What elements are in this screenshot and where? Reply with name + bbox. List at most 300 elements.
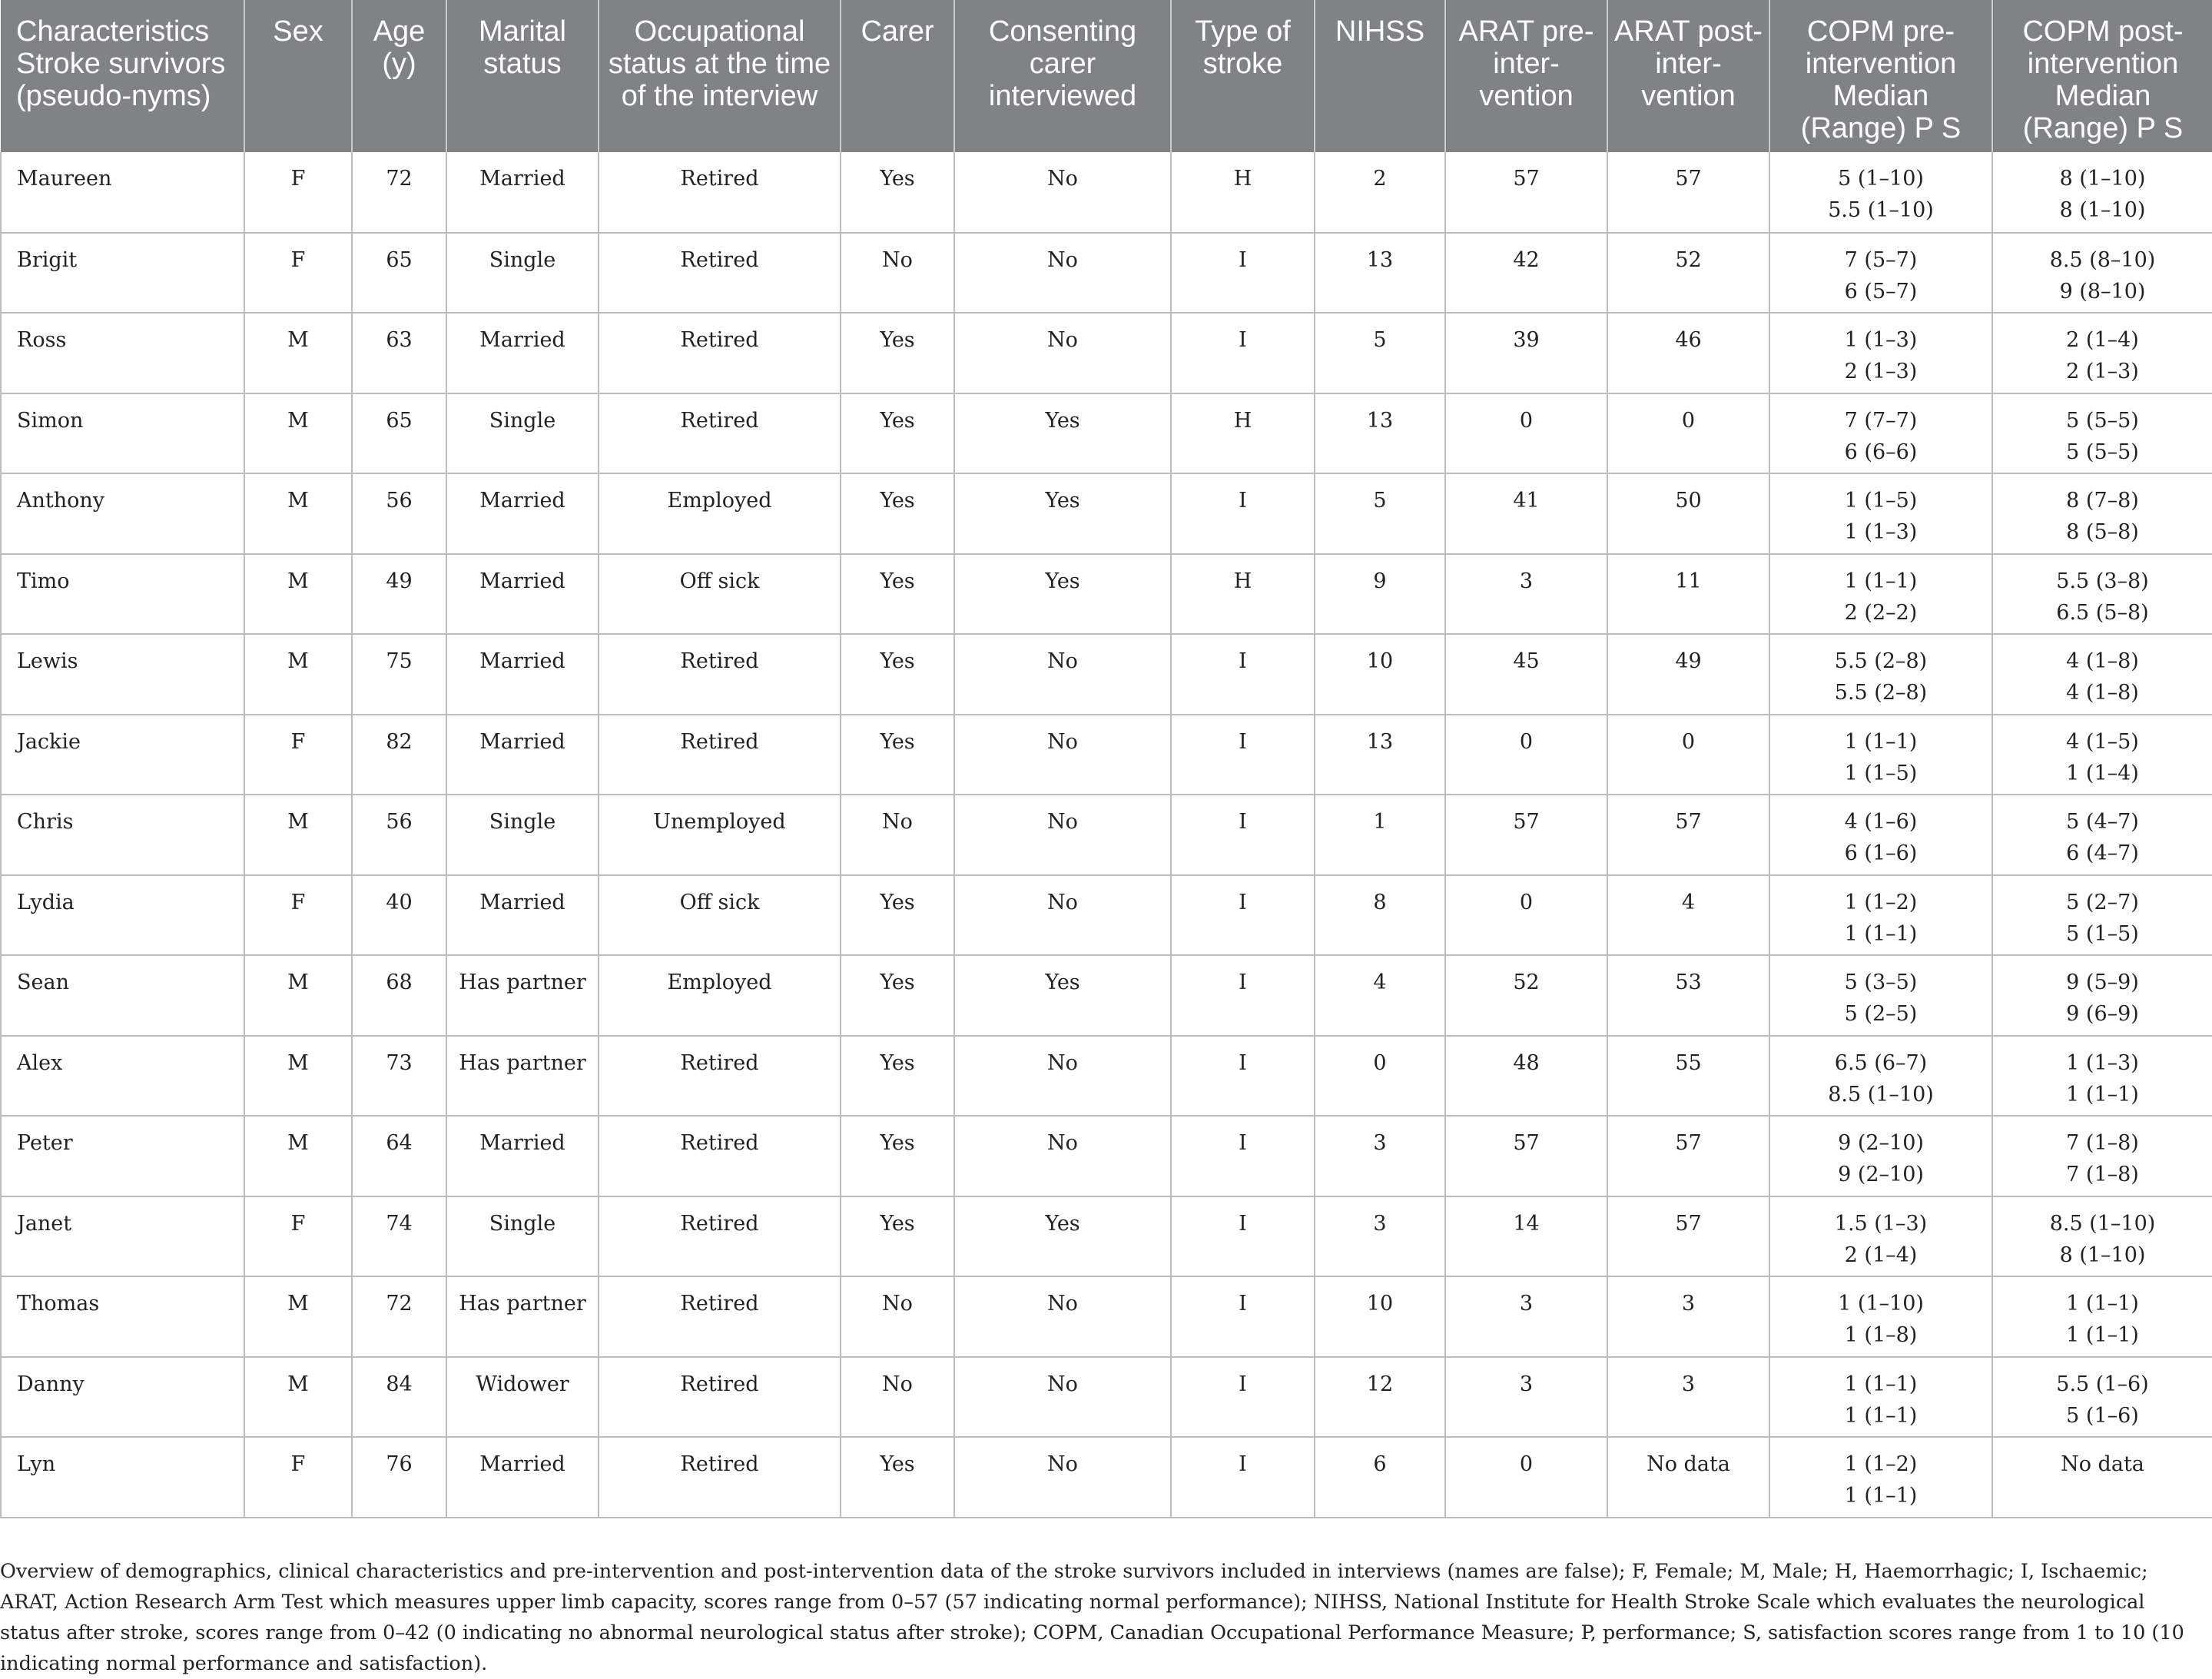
cell-copm-pre-performance: 7 (5–7): [1844, 247, 1918, 272]
cell-copm-pre-satisfaction: 2 (2–2): [1844, 600, 1918, 625]
cell-copm-post-performance: 8.5 (8–10): [2049, 247, 2156, 272]
cell-marital-status-value: Single: [489, 247, 556, 272]
cell-consenting-carer-value: No: [1047, 729, 1078, 754]
cell-arat-post-value: 3: [1681, 1372, 1696, 1396]
cell-nihss: [1315, 152, 1445, 233]
cell-sex: [244, 313, 352, 393]
cell-sex: [244, 1116, 352, 1196]
cell-nihss-value: 10: [1366, 1292, 1394, 1316]
cell-sex: [244, 875, 352, 956]
cell-name-value: Chris: [17, 810, 74, 834]
cell-copm-post-performance: No data: [2061, 1452, 2144, 1476]
cell-type-of-stroke-value: H: [1233, 569, 1252, 593]
cell-age-value: 68: [386, 971, 413, 994]
cell-arat-post-value: 57: [1675, 810, 1702, 834]
cell-type-of-stroke-value: I: [1239, 1452, 1247, 1476]
cell-arat-pre: [1445, 955, 1607, 1036]
cell-copm-post-performance: 2 (1–4): [2066, 328, 2139, 352]
cell-sex-value: M: [287, 408, 309, 433]
cell-sex: [244, 554, 352, 635]
table-row: [1, 1116, 2212, 1196]
cell-sex-value: F: [290, 729, 306, 754]
cell-nihss: [1315, 393, 1445, 474]
cell-copm-post: [1992, 715, 2212, 795]
cell-copm-post-performance: 8.5 (1–10): [2049, 1211, 2156, 1236]
cell-carer: [841, 634, 954, 715]
cell-arat-pre-value: 57: [1513, 810, 1540, 834]
cell-type-of-stroke: [1171, 1116, 1315, 1196]
cell-carer: [841, 1116, 954, 1196]
cell-carer: [841, 152, 954, 233]
cell-arat-pre: [1445, 1116, 1607, 1196]
cell-occupational-status: [599, 1036, 841, 1117]
cell-copm-pre: [1769, 1357, 1992, 1438]
cell-copm-pre-satisfaction: 2 (1–3): [1844, 360, 1918, 383]
cell-type-of-stroke-value: I: [1239, 1372, 1247, 1396]
cell-sex-value: M: [287, 328, 309, 352]
cell-arat-pre: [1445, 152, 1607, 233]
cell-arat-post: [1607, 1437, 1769, 1518]
cell-copm-post: [1992, 875, 2212, 956]
cell-marital-status-value: Married: [479, 167, 565, 191]
cell-arat-pre-value: 14: [1513, 1211, 1540, 1236]
cell-marital-status: [446, 1116, 599, 1196]
cell-type-of-stroke: [1171, 1437, 1315, 1518]
cell-carer-value: Yes: [880, 1211, 915, 1236]
cell-copm-post: [1992, 955, 2212, 1036]
cell-copm-pre-performance: 1 (1–5): [1844, 489, 1918, 513]
cell-copm-pre-satisfaction: 8.5 (1–10): [1828, 1082, 1934, 1107]
cell-arat-post-value: 46: [1675, 328, 1702, 352]
cell-carer-value: Yes: [880, 167, 915, 191]
cell-arat-pre-value: 0: [1519, 408, 1534, 433]
cell-nihss: [1315, 1116, 1445, 1196]
table-row: [1, 1276, 2212, 1357]
cell-copm-post-satisfaction: 1 (1–4): [2066, 761, 2139, 785]
cell-name-value: Danny: [17, 1372, 85, 1396]
cell-sex: [244, 233, 352, 314]
cell-carer-value: No: [882, 247, 913, 272]
cell-consenting-carer: [954, 1357, 1171, 1438]
cell-age-value: 76: [386, 1452, 413, 1476]
cell-arat-pre-value: 3: [1519, 1372, 1534, 1396]
cell-consenting-carer-value: No: [1047, 1292, 1078, 1316]
cell-type-of-stroke: [1171, 715, 1315, 795]
cell-arat-post: [1607, 715, 1769, 795]
cell-copm-post-performance: 5.5 (3–8): [2056, 569, 2149, 593]
cell-arat-pre: [1445, 1357, 1607, 1438]
cell-copm-post: [1992, 1196, 2212, 1277]
cell-copm-post: [1992, 313, 2212, 393]
cell-name-value: Lyn: [17, 1452, 56, 1476]
cell-sex-value: M: [287, 1372, 309, 1396]
cell-marital-status-value: Single: [489, 1211, 556, 1236]
cell-copm-post: [1992, 1437, 2212, 1518]
cell-nihss-value: 9: [1373, 569, 1387, 593]
cell-copm-pre-satisfaction: 1 (1–1): [1844, 921, 1918, 946]
cell-nihss-value: 5: [1373, 328, 1387, 352]
cell-sex: [244, 1357, 352, 1438]
cell-name: [1, 795, 244, 875]
table-row: [1, 393, 2212, 474]
cell-sex: [244, 152, 352, 233]
cell-occupational-status: [599, 715, 841, 795]
cell-age: [352, 795, 446, 875]
cell-arat-post-value: 53: [1675, 971, 1702, 994]
cell-age-value: 56: [386, 489, 413, 513]
cell-arat-post: [1607, 1196, 1769, 1277]
cell-nihss: [1315, 1196, 1445, 1277]
cell-copm-pre-satisfaction: 5 (2–5): [1844, 1002, 1918, 1026]
cell-name-value: Peter: [17, 1131, 73, 1155]
cell-age: [352, 875, 446, 956]
cell-age-value: 74: [386, 1211, 413, 1236]
cell-name-value: Maureen: [17, 167, 112, 191]
cell-arat-post: [1607, 233, 1769, 314]
cell-copm-pre: [1769, 1036, 1992, 1117]
cell-arat-post: [1607, 1357, 1769, 1438]
cell-age-value: 65: [386, 247, 413, 272]
cell-copm-post: [1992, 473, 2212, 554]
cell-carer-value: Yes: [880, 890, 915, 914]
cell-sex-value: F: [290, 167, 306, 191]
cell-arat-post-value: 0: [1681, 408, 1696, 433]
cell-name: [1, 1196, 244, 1277]
cell-marital-status-value: Has partner: [459, 971, 586, 994]
cell-marital-status: [446, 152, 599, 233]
cell-occupational-status-value: Retired: [680, 1131, 759, 1155]
cell-name: [1, 955, 244, 1036]
cell-arat-pre: [1445, 554, 1607, 635]
cell-copm-pre-satisfaction: 5.5 (2–8): [1834, 681, 1928, 705]
cell-arat-pre-value: 42: [1513, 247, 1540, 272]
cell-marital-status-value: Has partner: [459, 1050, 586, 1075]
cell-consenting-carer-value: No: [1047, 1372, 1078, 1396]
cell-copm-pre: [1769, 875, 1992, 956]
cell-marital-status: [446, 233, 599, 314]
cell-consenting-carer-value: No: [1047, 167, 1078, 191]
cell-type-of-stroke: [1171, 1276, 1315, 1357]
cell-occupational-status-value: Employed: [667, 971, 772, 994]
cell-nihss-value: 2: [1373, 167, 1387, 191]
cell-occupational-status-value: Retired: [680, 167, 759, 191]
cell-consenting-carer: [954, 1036, 1171, 1117]
cell-sex: [244, 634, 352, 715]
cell-copm-pre-satisfaction: 9 (2–10): [1838, 1163, 1924, 1186]
cell-arat-pre: [1445, 795, 1607, 875]
cell-copm-post-performance: 5 (5–5): [2066, 408, 2139, 433]
cell-arat-pre: [1445, 1036, 1607, 1117]
table-row: [1, 1036, 2212, 1117]
cell-copm-pre-performance: 1 (1–1): [1844, 569, 1918, 593]
cell-carer: [841, 393, 954, 474]
cell-carer: [841, 1276, 954, 1357]
cell-arat-post-value: 57: [1675, 1211, 1702, 1236]
cell-name: [1, 1276, 244, 1357]
table-footnote: Overview of demographics, clinical characteristics and pre-intervention and post-intervention data of the stroke survivors included in interviews (names are false); F, Female; M, Male; H, Haemorrhagic; I, Ischaemic; ARAT, Action Research Arm Test which measures upper limb capacity, scores range from 0–57 (57 indicating normal performance); NIHSS, National Institute for Health Stroke Scale which evaluates the neurological status after stroke, scores range from 0–42 (0 indicating no abnormal neurological status after stroke); COPM, Canadian Occupational Performance Measure; P, performance; S, satisfaction scores range from 1 to 10 (10 indicating normal performance and satisfaction).: [0, 1560, 2184, 1675]
cell-name: [1, 554, 244, 635]
cell-arat-pre-value: 0: [1519, 890, 1534, 914]
cell-occupational-status-value: Retired: [680, 649, 759, 673]
cell-nihss-value: 10: [1366, 649, 1394, 673]
cell-copm-pre-satisfaction: 6 (6–6): [1844, 440, 1918, 464]
cell-copm-pre: [1769, 1276, 1992, 1357]
header-characteristics: Characteristics Stroke survivors (pseudo-nyms): [1, 0, 244, 152]
cell-consenting-carer: [954, 795, 1171, 875]
cell-marital-status-value: Married: [479, 328, 565, 352]
cell-age-value: 72: [386, 167, 413, 191]
cell-carer: [841, 795, 954, 875]
cell-marital-status-value: Married: [479, 569, 565, 593]
cell-nihss-value: 3: [1373, 1131, 1387, 1155]
cell-copm-pre-satisfaction: 1 (1–3): [1844, 520, 1918, 544]
cell-age-value: 65: [386, 408, 413, 433]
cell-consenting-carer: [954, 1276, 1171, 1357]
cell-carer-value: No: [882, 1372, 913, 1396]
cell-occupational-status-value: Unemployed: [653, 810, 786, 834]
table-header: [1, 0, 2212, 152]
cell-name: [1, 313, 244, 393]
cell-arat-pre-value: 41: [1513, 489, 1540, 513]
cell-nihss: [1315, 955, 1445, 1036]
cell-arat-post-value: 55: [1675, 1050, 1702, 1075]
cell-copm-pre-performance: 7 (7–7): [1844, 408, 1918, 433]
cell-occupational-status: [599, 1276, 841, 1357]
cell-type-of-stroke-value: I: [1239, 489, 1247, 513]
cell-arat-post: [1607, 1116, 1769, 1196]
cell-copm-post-performance: 4 (1–5): [2066, 729, 2139, 754]
cell-consenting-carer: [954, 233, 1171, 314]
cell-copm-pre-performance: 1 (1–3): [1844, 328, 1918, 352]
cell-sex-value: M: [287, 649, 309, 673]
cell-name: [1, 715, 244, 795]
cell-occupational-status: [599, 393, 841, 474]
cell-consenting-carer-value: Yes: [1045, 971, 1080, 994]
cell-nihss: [1315, 473, 1445, 554]
cell-carer-value: No: [882, 810, 913, 834]
cell-copm-post: [1992, 1276, 2212, 1357]
cell-copm-post-satisfaction: 4 (1–8): [2066, 681, 2139, 705]
cell-occupational-status: [599, 955, 841, 1036]
cell-type-of-stroke: [1171, 875, 1315, 956]
cell-age: [352, 715, 446, 795]
cell-carer: [841, 1196, 954, 1277]
cell-nihss-value: 5: [1373, 489, 1387, 513]
cell-consenting-carer: [954, 152, 1171, 233]
cell-copm-pre-performance: 1 (1–2): [1844, 890, 1918, 914]
cell-sex: [244, 1437, 352, 1518]
cell-type-of-stroke: [1171, 473, 1315, 554]
cell-arat-pre-value: 3: [1519, 1292, 1534, 1316]
cell-consenting-carer: [954, 313, 1171, 393]
cell-name: [1, 1357, 244, 1438]
cell-type-of-stroke: [1171, 795, 1315, 875]
cell-consenting-carer: [954, 715, 1171, 795]
cell-sex: [244, 1196, 352, 1277]
cell-carer: [841, 1036, 954, 1117]
cell-arat-pre: [1445, 875, 1607, 956]
cell-arat-post: [1607, 875, 1769, 956]
cell-nihss: [1315, 233, 1445, 314]
header-age: Age (y): [352, 0, 446, 152]
cell-type-of-stroke: [1171, 233, 1315, 314]
cell-carer: [841, 955, 954, 1036]
cell-copm-post-satisfaction: 1 (1–1): [2066, 1323, 2139, 1347]
cell-sex-value: M: [287, 569, 309, 593]
cell-copm-pre-performance: 1 (1–1): [1844, 1372, 1918, 1396]
cell-carer: [841, 313, 954, 393]
table-row: [1, 473, 2212, 554]
cell-occupational-status-value: Retired: [680, 1372, 759, 1396]
cell-copm-pre-performance: 1 (1–2): [1844, 1452, 1918, 1476]
cell-occupational-status: [599, 875, 841, 956]
cell-type-of-stroke-value: I: [1239, 649, 1247, 673]
cell-copm-pre-performance: 4 (1–6): [1844, 810, 1918, 834]
cell-copm-post-performance: 4 (1–8): [2066, 649, 2139, 673]
cell-copm-post-satisfaction: 6 (4–7): [2066, 841, 2139, 865]
cell-arat-pre: [1445, 634, 1607, 715]
cell-name-value: Jackie: [17, 729, 81, 754]
cell-sex-value: F: [290, 1211, 306, 1236]
cell-copm-post-satisfaction: 5 (1–5): [2066, 921, 2139, 946]
cell-nihss: [1315, 634, 1445, 715]
cell-name-value: Sean: [17, 971, 69, 994]
cell-copm-pre-satisfaction: 2 (1–4): [1844, 1243, 1918, 1267]
cell-type-of-stroke-value: I: [1239, 729, 1247, 754]
cell-type-of-stroke: [1171, 955, 1315, 1036]
cell-sex: [244, 1036, 352, 1117]
cell-type-of-stroke: [1171, 554, 1315, 635]
cell-marital-status: [446, 313, 599, 393]
cell-arat-pre: [1445, 715, 1607, 795]
cell-occupational-status: [599, 1357, 841, 1438]
cell-copm-post: [1992, 795, 2212, 875]
cell-copm-pre: [1769, 795, 1992, 875]
cell-copm-pre: [1769, 554, 1992, 635]
cell-type-of-stroke: [1171, 152, 1315, 233]
table-row: [1, 715, 2212, 795]
cell-consenting-carer: [954, 634, 1171, 715]
cell-arat-pre: [1445, 393, 1607, 474]
cell-copm-post-performance: 1 (1–1): [2066, 1292, 2139, 1316]
cell-marital-status: [446, 393, 599, 474]
cell-occupational-status-value: Retired: [680, 328, 759, 352]
header-copm-pre: COPM pre-intervention Median (Range) P S: [1769, 0, 1992, 152]
cell-carer-value: Yes: [880, 408, 915, 433]
header-marital-status: Marital status: [446, 0, 599, 152]
cell-name: [1, 1116, 244, 1196]
cell-copm-post-performance: 5 (4–7): [2066, 810, 2139, 834]
cell-copm-post-satisfaction: 9 (6–9): [2066, 1002, 2139, 1026]
cell-copm-pre-satisfaction: 5.5 (1–10): [1828, 198, 1934, 222]
cell-marital-status-value: Widower: [476, 1372, 569, 1396]
cell-carer-value: Yes: [880, 729, 915, 754]
cell-consenting-carer-value: No: [1047, 328, 1078, 352]
cell-copm-pre: [1769, 473, 1992, 554]
cell-arat-pre-value: 57: [1513, 1131, 1540, 1155]
cell-copm-post-performance: 8 (1–10): [2059, 167, 2146, 191]
cell-age-value: 49: [386, 569, 413, 593]
cell-copm-post-performance: 5 (2–7): [2066, 890, 2139, 914]
cell-arat-pre-value: 0: [1519, 1452, 1534, 1476]
cell-nihss: [1315, 875, 1445, 956]
cell-name: [1, 875, 244, 956]
cell-marital-status-value: Married: [479, 649, 565, 673]
cell-arat-post: [1607, 313, 1769, 393]
cell-copm-post: [1992, 152, 2212, 233]
cell-sex-value: M: [287, 1131, 309, 1155]
cell-nihss-value: 12: [1366, 1372, 1394, 1396]
cell-sex: [244, 795, 352, 875]
cell-copm-pre: [1769, 233, 1992, 314]
cell-nihss: [1315, 1437, 1445, 1518]
cell-type-of-stroke-value: I: [1239, 247, 1247, 272]
cell-carer-value: No: [882, 1292, 913, 1316]
cell-arat-pre: [1445, 313, 1607, 393]
table-row: [1, 233, 2212, 314]
cell-copm-pre-satisfaction: 1 (1–1): [1844, 1484, 1918, 1508]
cell-sex-value: M: [287, 971, 309, 994]
cell-nihss-value: 0: [1373, 1050, 1387, 1075]
table-row: [1, 1437, 2212, 1518]
cell-age-value: 84: [386, 1372, 413, 1396]
cell-arat-pre: [1445, 473, 1607, 554]
cell-consenting-carer: [954, 473, 1171, 554]
cell-copm-post-satisfaction: 8 (5–8): [2066, 520, 2139, 544]
cell-age: [352, 1276, 446, 1357]
cell-copm-post-performance: 9 (5–9): [2066, 971, 2139, 994]
cell-marital-status: [446, 795, 599, 875]
cell-consenting-carer-value: No: [1047, 1131, 1078, 1155]
cell-name: [1, 473, 244, 554]
cell-copm-pre: [1769, 393, 1992, 474]
cell-consenting-carer-value: No: [1047, 1050, 1078, 1075]
cell-marital-status-value: Married: [479, 1131, 565, 1155]
cell-age-value: 56: [386, 810, 413, 834]
cell-copm-pre-performance: 1 (1–1): [1844, 729, 1918, 754]
cell-type-of-stroke-value: I: [1239, 810, 1247, 834]
cell-copm-pre-satisfaction: 1 (1–5): [1844, 761, 1918, 785]
cell-age-value: 72: [386, 1292, 413, 1316]
cell-carer-value: Yes: [880, 971, 915, 994]
cell-age-value: 40: [386, 890, 413, 914]
cell-sex: [244, 715, 352, 795]
cell-marital-status: [446, 634, 599, 715]
cell-age: [352, 1357, 446, 1438]
cell-copm-pre-performance: 5.5 (2–8): [1834, 649, 1928, 673]
cell-age-value: 63: [386, 328, 413, 352]
cell-age: [352, 1036, 446, 1117]
cell-arat-post: [1607, 152, 1769, 233]
cell-type-of-stroke-value: H: [1233, 167, 1252, 191]
cell-consenting-carer: [954, 955, 1171, 1036]
cell-carer-value: Yes: [880, 649, 915, 673]
cell-marital-status-value: Single: [489, 810, 556, 834]
cell-name: [1, 233, 244, 314]
cell-occupational-status-value: Off sick: [679, 890, 760, 914]
cell-copm-post: [1992, 554, 2212, 635]
cell-marital-status-value: Married: [479, 1452, 565, 1476]
cell-type-of-stroke: [1171, 393, 1315, 474]
cell-carer: [841, 1437, 954, 1518]
cell-copm-post: [1992, 1357, 2212, 1438]
cell-carer-value: Yes: [880, 1131, 915, 1155]
header-nihss: NIHSS: [1315, 0, 1445, 152]
cell-occupational-status-value: Off sick: [679, 569, 760, 593]
cell-nihss: [1315, 1276, 1445, 1357]
cell-copm-pre-performance: 1.5 (1–3): [1834, 1211, 1928, 1236]
cell-type-of-stroke-value: I: [1239, 1292, 1247, 1316]
